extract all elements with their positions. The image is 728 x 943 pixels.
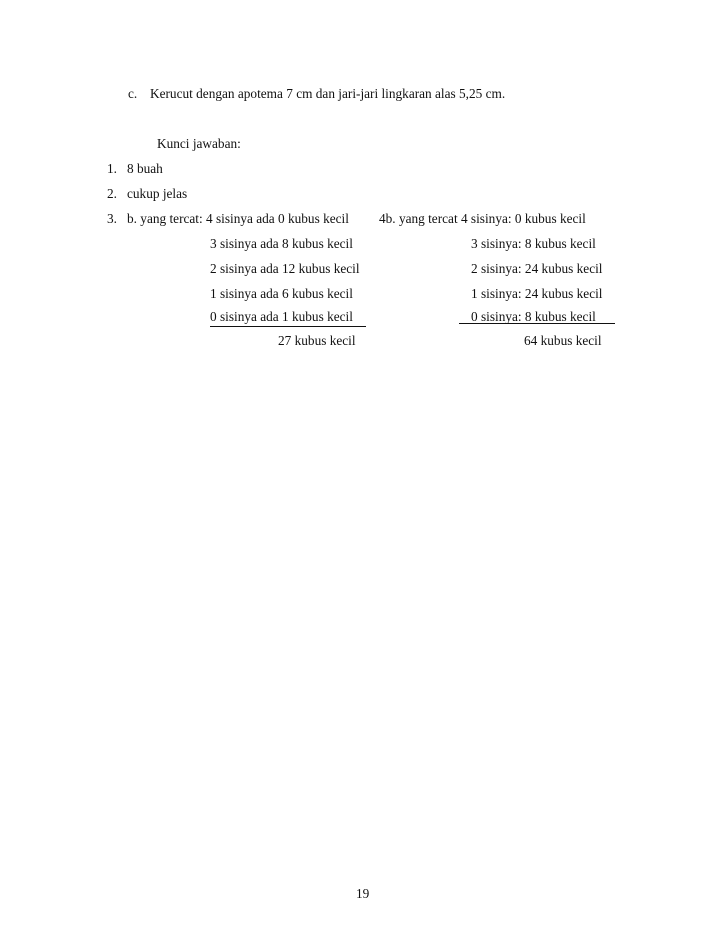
answer-3-number: 3.	[107, 211, 117, 226]
answer-2-text: cukup jelas	[127, 186, 188, 201]
page-number: 19	[356, 886, 370, 901]
answer-3-row-3: 3 sisinya ada 8 kubus kecil	[210, 236, 353, 251]
answer-4b-sum-rule	[459, 323, 615, 324]
answer-4b-total: 64 kubus kecil	[524, 333, 602, 348]
answer-3-row-2: 2 sisinya ada 12 kubus kecil	[210, 261, 360, 276]
answer-3-row-0: 0 sisinya ada 1 kubus kecil	[210, 309, 353, 324]
answer-key-title: Kunci jawaban:	[157, 136, 241, 151]
answer-4b-header: 4b. yang tercat 4 sisinya: 0 kubus kecil	[379, 211, 586, 226]
answer-3-sum-rule	[210, 326, 366, 327]
answer-4b-row-0: 0 sisinya: 8 kubus kecil	[471, 309, 596, 324]
answer-3-row-1: 1 sisinya ada 6 kubus kecil	[210, 286, 353, 301]
answer-4b-row-2: 2 sisinya: 24 kubus kecil	[471, 261, 603, 276]
answer-3-header: b. yang tercat: 4 sisinya ada 0 kubus kecil	[127, 211, 349, 226]
item-c-text: Kerucut dengan apotema 7 cm dan jari-jari lingkaran alas 5,25 cm.	[150, 86, 506, 101]
answer-2-number: 2.	[107, 186, 117, 201]
answer-4b-row-3: 3 sisinya: 8 kubus kecil	[471, 236, 596, 251]
item-c-label: c.	[128, 86, 138, 101]
answer-3-total: 27 kubus kecil	[278, 333, 356, 348]
answer-1-number: 1.	[107, 161, 117, 176]
answer-1-text: 8 buah	[127, 161, 163, 176]
answer-4b-row-1: 1 sisinya: 24 kubus kecil	[471, 286, 603, 301]
